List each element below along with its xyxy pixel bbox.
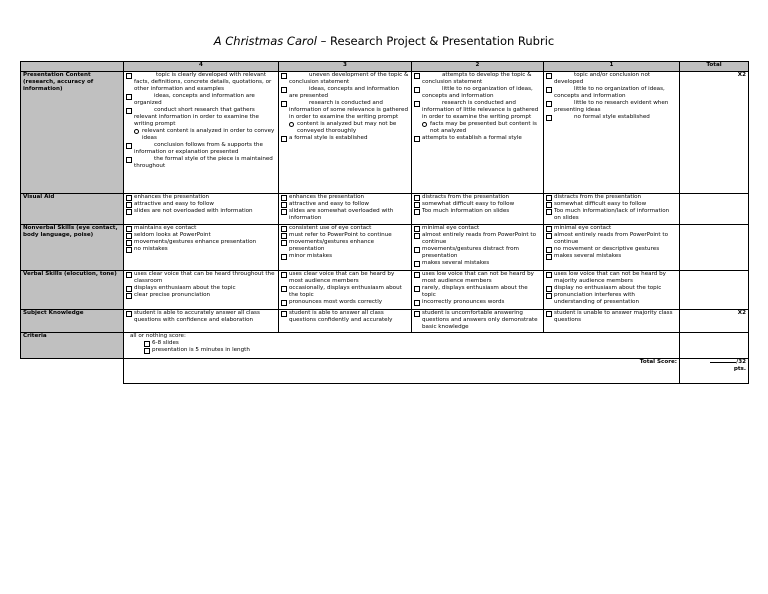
total-score-label: Total Score: xyxy=(124,359,680,384)
checkbox-icon xyxy=(281,233,287,239)
checkbox-icon xyxy=(126,226,132,232)
score-blank xyxy=(710,362,736,363)
list-item: uses low voice that can not be heard by majority audience members xyxy=(546,271,677,285)
list-item: no formal style established xyxy=(546,114,677,121)
checkbox-icon xyxy=(281,136,287,142)
spacer xyxy=(21,359,124,384)
cell-knowledge-3 xyxy=(279,310,412,333)
criterion-label: Visual Aid xyxy=(21,194,124,225)
checkbox-icon xyxy=(546,195,552,201)
cell-knowledge-2 xyxy=(412,310,544,333)
list-item: pronunciation interferes with understanding of presentation xyxy=(546,292,677,306)
total-cell: X2 xyxy=(680,310,749,333)
list-item: attempts to establish a formal style xyxy=(414,135,541,142)
checkbox-icon xyxy=(281,300,287,306)
checkbox-icon xyxy=(126,247,132,253)
checkbox-icon xyxy=(414,209,420,215)
checkbox-icon xyxy=(281,240,287,246)
checkbox-icon xyxy=(281,311,287,317)
list-item: distracts from the presentation xyxy=(546,194,677,201)
total-score-value xyxy=(680,359,749,384)
list-item: ideas, concepts and information are presented xyxy=(281,86,409,100)
header-score-3: 3 xyxy=(279,62,412,72)
checkbox-icon xyxy=(546,293,552,299)
list-item: 6-8 slides xyxy=(144,340,677,347)
checkbox-icon xyxy=(281,195,287,201)
header-total: Total xyxy=(680,62,749,72)
list-subitem: facts may be presented but content is not analyzed xyxy=(414,121,541,135)
list-item: student is unable to answer majority class questions xyxy=(546,310,677,324)
checkbox-icon xyxy=(414,272,420,278)
list-item: conclusion follows from & supports the information or explanation presented xyxy=(126,142,276,156)
checkbox-icon xyxy=(281,87,287,93)
checkbox-icon xyxy=(546,73,552,79)
title-rest: – Research Project & Presentation Rubric xyxy=(316,34,555,48)
list-item: enhances the presentation xyxy=(281,194,409,201)
cell-content-1 xyxy=(544,72,680,194)
checkbox-icon xyxy=(126,94,132,100)
row-verbal-skills xyxy=(21,271,749,310)
criterion-label: Nonverbal Skills (eye contact, body language, poise) xyxy=(21,225,124,271)
list-item: Too much information/lack of information on slides xyxy=(546,208,677,222)
checkbox-icon xyxy=(414,101,420,107)
list-item: incorrectly pronounces words xyxy=(414,299,541,306)
checkbox-icon xyxy=(126,293,132,299)
list-item: research is conducted and information of little relevance is gathered in order to examine the writing prompt xyxy=(414,100,541,121)
cell-knowledge-4 xyxy=(124,310,279,333)
circle-bullet-icon xyxy=(289,122,294,127)
checkbox-icon xyxy=(546,286,552,292)
checkbox-icon xyxy=(126,73,132,79)
total-cell xyxy=(680,271,749,310)
checkbox-icon xyxy=(126,286,132,292)
list-item: makes several mistakes xyxy=(546,253,677,260)
cell-content-3 xyxy=(279,72,412,194)
row-visual-aid xyxy=(21,194,749,225)
checkbox-icon xyxy=(281,254,287,260)
checkbox-icon xyxy=(414,261,420,267)
cell-content-2 xyxy=(412,72,544,194)
checkbox-icon xyxy=(126,240,132,246)
cell-visual-1 xyxy=(544,194,680,225)
checkbox-icon xyxy=(281,226,287,232)
cell-verbal-4 xyxy=(124,271,279,310)
list-item: somewhat difficult easy to follow xyxy=(414,201,541,208)
checkbox-icon xyxy=(126,143,132,149)
checkbox-icon xyxy=(126,202,132,208)
circle-bullet-icon xyxy=(422,122,427,127)
checkbox-icon xyxy=(414,136,420,142)
cell-verbal-1 xyxy=(544,271,680,310)
list-item: the formal style of the piece is maintained throughout xyxy=(126,156,276,170)
checkbox-icon xyxy=(126,272,132,278)
title-italic: A Christmas Carol xyxy=(213,34,317,48)
cell-criteria xyxy=(124,333,680,359)
criterion-label: Criteria xyxy=(21,333,124,359)
list-item: movements/gestures distract from presentation xyxy=(414,246,541,260)
list-item: uses low voice that can not be heard by most audience members xyxy=(414,271,541,285)
cell-nonverbal-3 xyxy=(279,225,412,271)
header-blank xyxy=(21,62,124,72)
row-presentation-content xyxy=(21,72,749,194)
list-item: distracts from the presentation xyxy=(414,194,541,201)
list-item: clear precise pronunciation xyxy=(126,292,276,299)
circle-bullet-icon xyxy=(134,129,139,134)
checkbox-icon xyxy=(414,202,420,208)
list-item: uses clear voice that can be heard throughout the classroom xyxy=(126,271,276,285)
list-item: student is able to answer all class questions confidently and accurately xyxy=(281,310,409,324)
checkbox-icon xyxy=(546,101,552,107)
total-cell xyxy=(680,333,749,359)
list-item: minimal eye contact xyxy=(414,225,541,232)
cell-nonverbal-2 xyxy=(412,225,544,271)
checkbox-icon xyxy=(126,233,132,239)
document-title xyxy=(0,34,768,48)
list-item: makes several mistakes xyxy=(414,260,541,267)
checkbox-icon xyxy=(414,233,420,239)
score-unit: pts. xyxy=(733,366,746,372)
list-item: attractive and easy to follow xyxy=(281,201,409,208)
cell-nonverbal-1 xyxy=(544,225,680,271)
list-item: minimal eye contact xyxy=(546,225,677,232)
list-item: somewhat difficult easy to follow xyxy=(546,201,677,208)
score-max: /32 xyxy=(736,359,746,365)
list-item: no mistakes xyxy=(126,246,276,253)
criterion-label: Presentation Content (research, accuracy of information) xyxy=(21,72,124,194)
cell-content-4 xyxy=(124,72,279,194)
total-cell xyxy=(680,194,749,225)
list-item: no movement or descriptive gestures xyxy=(546,246,677,253)
header-score-4: 4 xyxy=(124,62,279,72)
criterion-label: Subject Knowledge xyxy=(21,310,124,333)
list-item: uneven development of the topic & conclusion statement xyxy=(281,72,409,86)
checkbox-icon xyxy=(126,157,132,163)
cell-verbal-3 xyxy=(279,271,412,310)
list-item: consistent use of eye contact xyxy=(281,225,409,232)
list-item: movements/gestures enhance presentation xyxy=(126,239,276,246)
checkbox-icon xyxy=(281,272,287,278)
checkbox-icon xyxy=(546,202,552,208)
list-item: research is conducted and information of some relevance is gathered in order to examine the writing prompt xyxy=(281,100,409,121)
list-item: topic is clearly developed with relevant facts, definitions, concrete details, quotations, or other information and examples xyxy=(126,72,276,93)
checkbox-icon xyxy=(281,209,287,215)
header-row xyxy=(21,62,749,72)
checkbox-icon xyxy=(281,101,287,107)
list-item: little to no organization of ideas, concepts and information xyxy=(414,86,541,100)
checkbox-icon xyxy=(414,300,420,306)
list-item: minor mistakes xyxy=(281,253,409,260)
checkbox-icon xyxy=(546,226,552,232)
criteria-heading: all or nothing score: xyxy=(130,333,186,339)
row-criteria xyxy=(21,333,749,359)
checkbox-icon xyxy=(414,286,420,292)
checkbox-icon xyxy=(126,108,132,114)
criterion-label: Verbal Skills (elocution, tone) xyxy=(21,271,124,310)
checkbox-icon xyxy=(546,209,552,215)
cell-visual-2 xyxy=(412,194,544,225)
list-item: student is able to accurately answer all class questions with confidence and elaboration xyxy=(126,310,276,324)
checkbox-icon xyxy=(414,195,420,201)
list-item: student is uncomfortable answering questions and answers only demonstrate basic knowledge xyxy=(414,310,541,331)
list-item: Too much information on slides xyxy=(414,208,541,215)
checkbox-icon xyxy=(414,311,420,317)
list-item: maintains eye contact xyxy=(126,225,276,232)
list-item: attempts to develop the topic & conclusion statement xyxy=(414,72,541,86)
list-item: ideas, concepts and information are organized xyxy=(126,93,276,107)
list-item: movements/gestures enhance presentation xyxy=(281,239,409,253)
list-item: little to no organization of ideas, concepts and information xyxy=(546,86,677,100)
checkbox-icon xyxy=(281,73,287,79)
list-item: almost entirely reads from PowerPoint to continue xyxy=(546,232,677,246)
list-item: presentation is 5 minutes in length xyxy=(144,347,677,354)
list-item: occasionally, displays enthusiasm about the topic xyxy=(281,285,409,299)
checkbox-icon xyxy=(414,247,420,253)
list-item: conduct short research that gathers relevant information in order to examine the writing prompt xyxy=(126,107,276,128)
checkbox-icon xyxy=(546,311,552,317)
list-item: must refer to PowerPoint to continue xyxy=(281,232,409,239)
total-cell: X2 xyxy=(680,72,749,194)
total-cell xyxy=(680,225,749,271)
checkbox-icon xyxy=(126,195,132,201)
rubric-table xyxy=(20,61,749,384)
list-item: little to no research evident when presenting ideas xyxy=(546,100,677,114)
list-item: display no enthusiasm about the topic xyxy=(546,285,677,292)
list-item: a formal style is established xyxy=(281,135,409,142)
list-subitem: content is analyzed but may not be conveyed thoroughly xyxy=(281,121,409,135)
header-score-1: 1 xyxy=(544,62,680,72)
list-item: topic and/or conclusion not developed xyxy=(546,72,677,86)
list-subitem: relevant content is analyzed in order to convey ideas xyxy=(126,128,276,142)
header-score-2: 2 xyxy=(412,62,544,72)
cell-nonverbal-4 xyxy=(124,225,279,271)
list-item: uses clear voice that can be heard by most audience members xyxy=(281,271,409,285)
checkbox-icon xyxy=(546,87,552,93)
checkbox-icon xyxy=(144,348,150,354)
checkbox-icon xyxy=(144,341,150,347)
cell-visual-4 xyxy=(124,194,279,225)
list-item: slides are not overloaded with information xyxy=(126,208,276,215)
list-item: almost entirely reads from PowerPoint to continue xyxy=(414,232,541,246)
checkbox-icon xyxy=(414,73,420,79)
checkbox-icon xyxy=(546,254,552,260)
row-total-score xyxy=(21,359,749,384)
checkbox-icon xyxy=(546,247,552,253)
row-subject-knowledge xyxy=(21,310,749,333)
checkbox-icon xyxy=(546,115,552,121)
checkbox-icon xyxy=(414,226,420,232)
checkbox-icon xyxy=(281,286,287,292)
list-item: seldom looks at PowerPoint xyxy=(126,232,276,239)
checkbox-icon xyxy=(126,209,132,215)
list-item: slides are somewhat overloaded with information xyxy=(281,208,409,222)
list-item: attractive and easy to follow xyxy=(126,201,276,208)
list-item: displays enthusiasm about the topic xyxy=(126,285,276,292)
checkbox-icon xyxy=(126,311,132,317)
list-item: rarely, displays enthusiasm about the topic xyxy=(414,285,541,299)
checkbox-icon xyxy=(414,87,420,93)
checkbox-icon xyxy=(546,233,552,239)
list-item: pronounces most words correctly xyxy=(281,299,409,306)
cell-verbal-2 xyxy=(412,271,544,310)
cell-knowledge-1 xyxy=(544,310,680,333)
checkbox-icon xyxy=(281,202,287,208)
checkbox-icon xyxy=(546,272,552,278)
cell-visual-3 xyxy=(279,194,412,225)
list-item: enhances the presentation xyxy=(126,194,276,201)
row-nonverbal-skills xyxy=(21,225,749,271)
